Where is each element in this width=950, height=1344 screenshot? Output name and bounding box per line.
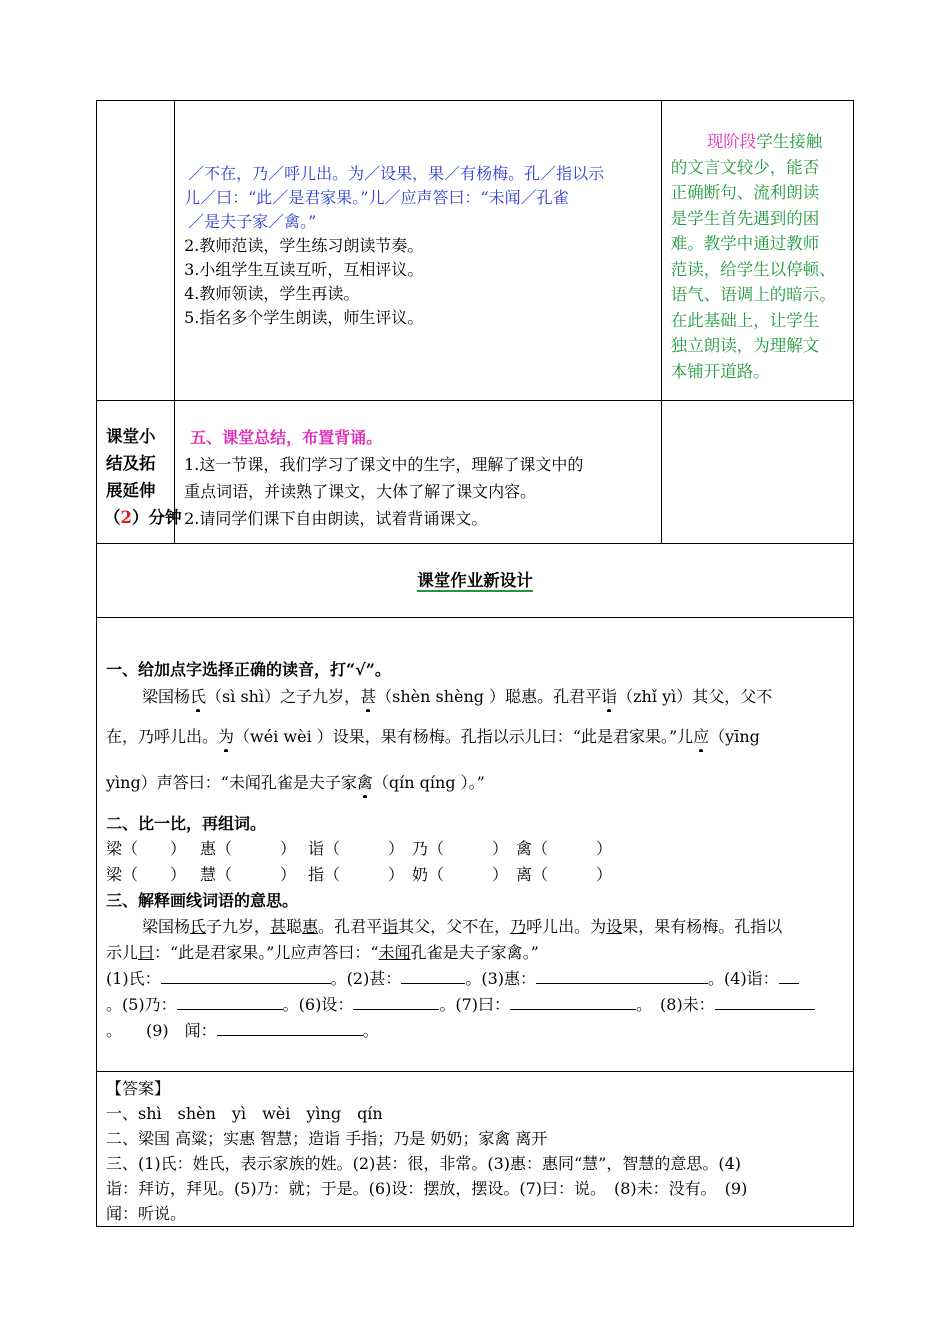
note-line: 范读，给学生以停顿、 <box>670 259 836 279</box>
q2-row <box>106 862 853 888</box>
q3-text: ：“此是君家果。”儿应声答曰：“ <box>154 943 379 962</box>
answer-line: 闻：听说。 <box>106 1204 187 1223</box>
label-line: 展延伸 <box>106 481 156 500</box>
underlined-word: 诣 <box>382 917 399 936</box>
step-line: 4.教师领读，学生再读。 <box>184 284 360 303</box>
q1-text: （yīng <box>709 727 760 746</box>
note-line: 独立朗读，为理解文 <box>670 336 820 355</box>
q3-passage <box>106 914 853 940</box>
dotted-char: 氏 <box>190 687 207 706</box>
homework-title-cell <box>97 544 854 618</box>
q3-passage <box>106 940 853 966</box>
dotted-char: 甚 <box>360 687 377 706</box>
answer-blank[interactable] <box>401 969 465 984</box>
q1-line <box>106 768 853 798</box>
q3-text: 其父，父不在， <box>398 917 511 936</box>
reading-content-cell <box>175 101 662 401</box>
answer-blank[interactable] <box>510 995 636 1010</box>
answer-line: 诣：拜访，拜见。(5)乃：就；于是。(6)设：摆放，摆设。(7)曰：说。 (8)未：没有。 (9) <box>106 1179 748 1198</box>
blank-label: (1)氏： <box>106 969 161 988</box>
q2-item: 梁（ ） <box>106 839 187 858</box>
blank-label: 。(5)乃： <box>106 995 177 1014</box>
design-note-cell <box>661 101 853 401</box>
q3-blanks <box>106 992 853 1018</box>
note-highlight: 现阶段 <box>706 132 757 151</box>
q3-heading: 三、解释画线词语的意思。 <box>106 891 299 910</box>
lesson-plan-table <box>96 100 854 1227</box>
q2-item: 离（ ） <box>516 865 613 884</box>
q1-text: （shèn shèng ）聪惠。孔君平 <box>376 687 602 706</box>
exercise-cell <box>97 618 854 1072</box>
note-line: 难。教学中通过教师 <box>670 234 820 253</box>
dotted-char: 为 <box>218 727 235 746</box>
q3-text: 。孔君平 <box>318 917 383 936</box>
homework-title: 课堂作业新设计 <box>417 570 533 590</box>
note-line: 语气、语调上的暗示。 <box>670 285 836 304</box>
summary-heading: 五、课堂总结，布置背诵。 <box>190 428 383 447</box>
summary-line: 重点词语，并读熟了课文，大体了解了课文内容。 <box>184 482 537 501</box>
answer-row <box>97 1072 854 1227</box>
q3-blanks <box>106 966 853 992</box>
q2-item: 奶（ ） <box>412 865 509 884</box>
content-line: 儿／曰：“此／是君家果。”儿／应声答曰：“未闻／孔雀 <box>184 188 569 207</box>
summary-note-cell <box>661 401 853 544</box>
underlined-word: 设 <box>606 917 623 936</box>
dotted-char: 禽 <box>356 773 373 792</box>
note-line: 正确断句、流利朗读 <box>670 183 820 202</box>
underlined-word: 乃 <box>510 917 527 936</box>
answer-blank[interactable] <box>177 995 283 1010</box>
blank-label: 。(6)设： <box>282 995 354 1014</box>
q3-text: 果，果有杨梅。孔指以 <box>622 917 783 936</box>
content-line: ／不在，乃／呼儿出。为／设果，果／有杨梅。孔／指以示 <box>188 164 605 183</box>
q2-item: 惠（ ） <box>200 839 297 858</box>
lesson-plan-page <box>96 100 854 1227</box>
blank-label: 。 <box>362 1021 379 1040</box>
answer-line: 二、梁国 高粱；实惠 智慧；造诣 手指；乃是 奶奶；家禽 离开 <box>106 1129 548 1148</box>
q1-line <box>106 682 853 712</box>
answer-cell <box>97 1072 854 1227</box>
q3-blanks <box>106 1018 853 1044</box>
q1-text: yìng）声答曰：“未闻孔雀是夫子家 <box>106 773 357 792</box>
q2-item: 慧（ ） <box>200 865 297 884</box>
q1-text: （zhǐ yì）其父，父不 <box>617 687 773 706</box>
underlined-word: 惠 <box>302 917 319 936</box>
summary-label-cell <box>97 401 182 544</box>
note-line: 本铺开道路。 <box>670 361 770 381</box>
dotted-char: 诣 <box>601 687 618 706</box>
note-line: 是学生首先遇到的困 <box>670 208 820 228</box>
answer-blank[interactable] <box>161 969 331 984</box>
underlined-word: 未闻 <box>378 943 411 962</box>
answer-blank[interactable] <box>217 1021 363 1036</box>
blank-label: 。(3)惠： <box>465 969 537 988</box>
answer-blank[interactable] <box>715 995 815 1010</box>
q3-text: 呼儿出。为 <box>526 917 607 936</box>
q3-text: 聪 <box>286 917 303 936</box>
underlined-word: 曰 <box>138 943 155 962</box>
q2-row <box>106 836 853 862</box>
q1-text: 梁国杨 <box>142 687 191 706</box>
label-line: 结及拓 <box>106 454 156 473</box>
q2-item: 指（ ） <box>308 865 405 884</box>
underlined-word: 氏 <box>190 917 207 936</box>
label-time-number: 2 <box>120 508 132 527</box>
step-line: 5.指名多个学生朗读，师生评议。 <box>184 308 424 327</box>
q2-heading: 二、比一比，再组词。 <box>106 814 267 833</box>
q1-line <box>106 722 853 752</box>
q3-text: 示儿 <box>106 943 139 962</box>
exercise-row <box>97 618 854 1072</box>
blank-label: 。(4)诣： <box>708 969 779 988</box>
answer-blank[interactable] <box>779 969 799 984</box>
q2-item: 梁（ ） <box>106 865 187 884</box>
answer-blank[interactable] <box>536 969 708 984</box>
answer-line: 一、shì shèn yì wèi yìng qín <box>106 1104 383 1123</box>
summary-line: 2.请同学们课下自由朗读，试着背诵课文。 <box>184 509 488 528</box>
q2-item: 诣（ ） <box>308 839 405 858</box>
note-line: 在此基础上，让学生 <box>670 310 820 330</box>
q2-item: 乃（ ） <box>412 839 509 858</box>
answer-blank[interactable] <box>353 995 439 1010</box>
summary-line: 1.这一节课，我们学习了课文中的生字，理解了课文中的 <box>184 455 584 474</box>
q3-text: 梁国杨 <box>142 917 191 936</box>
q1-heading: 一、给加点字选择正确的读音，打“√”。 <box>106 660 391 679</box>
blank-label: 。 (9) 闻： <box>106 1021 217 1040</box>
label-time-open: （ <box>104 508 121 527</box>
blank-label: 。(2)甚： <box>330 969 402 988</box>
answer-heading: 【答案】 <box>106 1079 171 1098</box>
reading-label-cell <box>97 101 175 401</box>
blank-label: 。 (8)未： <box>636 995 715 1014</box>
note-line: 的文言文较少，能否 <box>670 157 820 177</box>
label-time-close: ）分钟 <box>131 508 182 527</box>
underlined-word: 甚 <box>270 917 287 936</box>
summary-content-cell <box>175 401 662 544</box>
q3-text: 孔雀是夫子家禽。” <box>410 943 539 962</box>
step-line: 2.教师范读，学生练习朗读节奏。 <box>184 236 424 255</box>
summary-row <box>97 401 854 544</box>
reading-row <box>97 101 854 401</box>
q1-text: （sì shì）之子九岁， <box>206 687 361 706</box>
q1-text: 在，乃呼儿出。 <box>106 727 219 746</box>
q3-text: 子九岁， <box>206 917 271 936</box>
blank-label: 。(7)曰： <box>439 995 511 1014</box>
q1-text: （qín qíng ）。” <box>372 773 485 792</box>
label-line: 课堂小 <box>106 427 156 446</box>
homework-title-row <box>97 544 854 618</box>
content-line: ／是夫子家／禽。” <box>188 212 317 231</box>
step-line: 3.小组学生互读互听，互相评议。 <box>184 260 424 279</box>
dotted-char: 应 <box>693 727 710 746</box>
note-text: 学生接触 <box>756 132 823 151</box>
answer-line: 三、(1)氏：姓氏，表示家族的姓。(2)甚：很，非常。(3)惠：惠同“慧”，智慧的意思。(4) <box>106 1154 742 1173</box>
q2-item: 禽（ ） <box>516 839 613 858</box>
q1-text: （wéi wèi ）设果，果有杨梅。孔指以示儿曰：“此是君家果。”儿 <box>234 727 694 746</box>
